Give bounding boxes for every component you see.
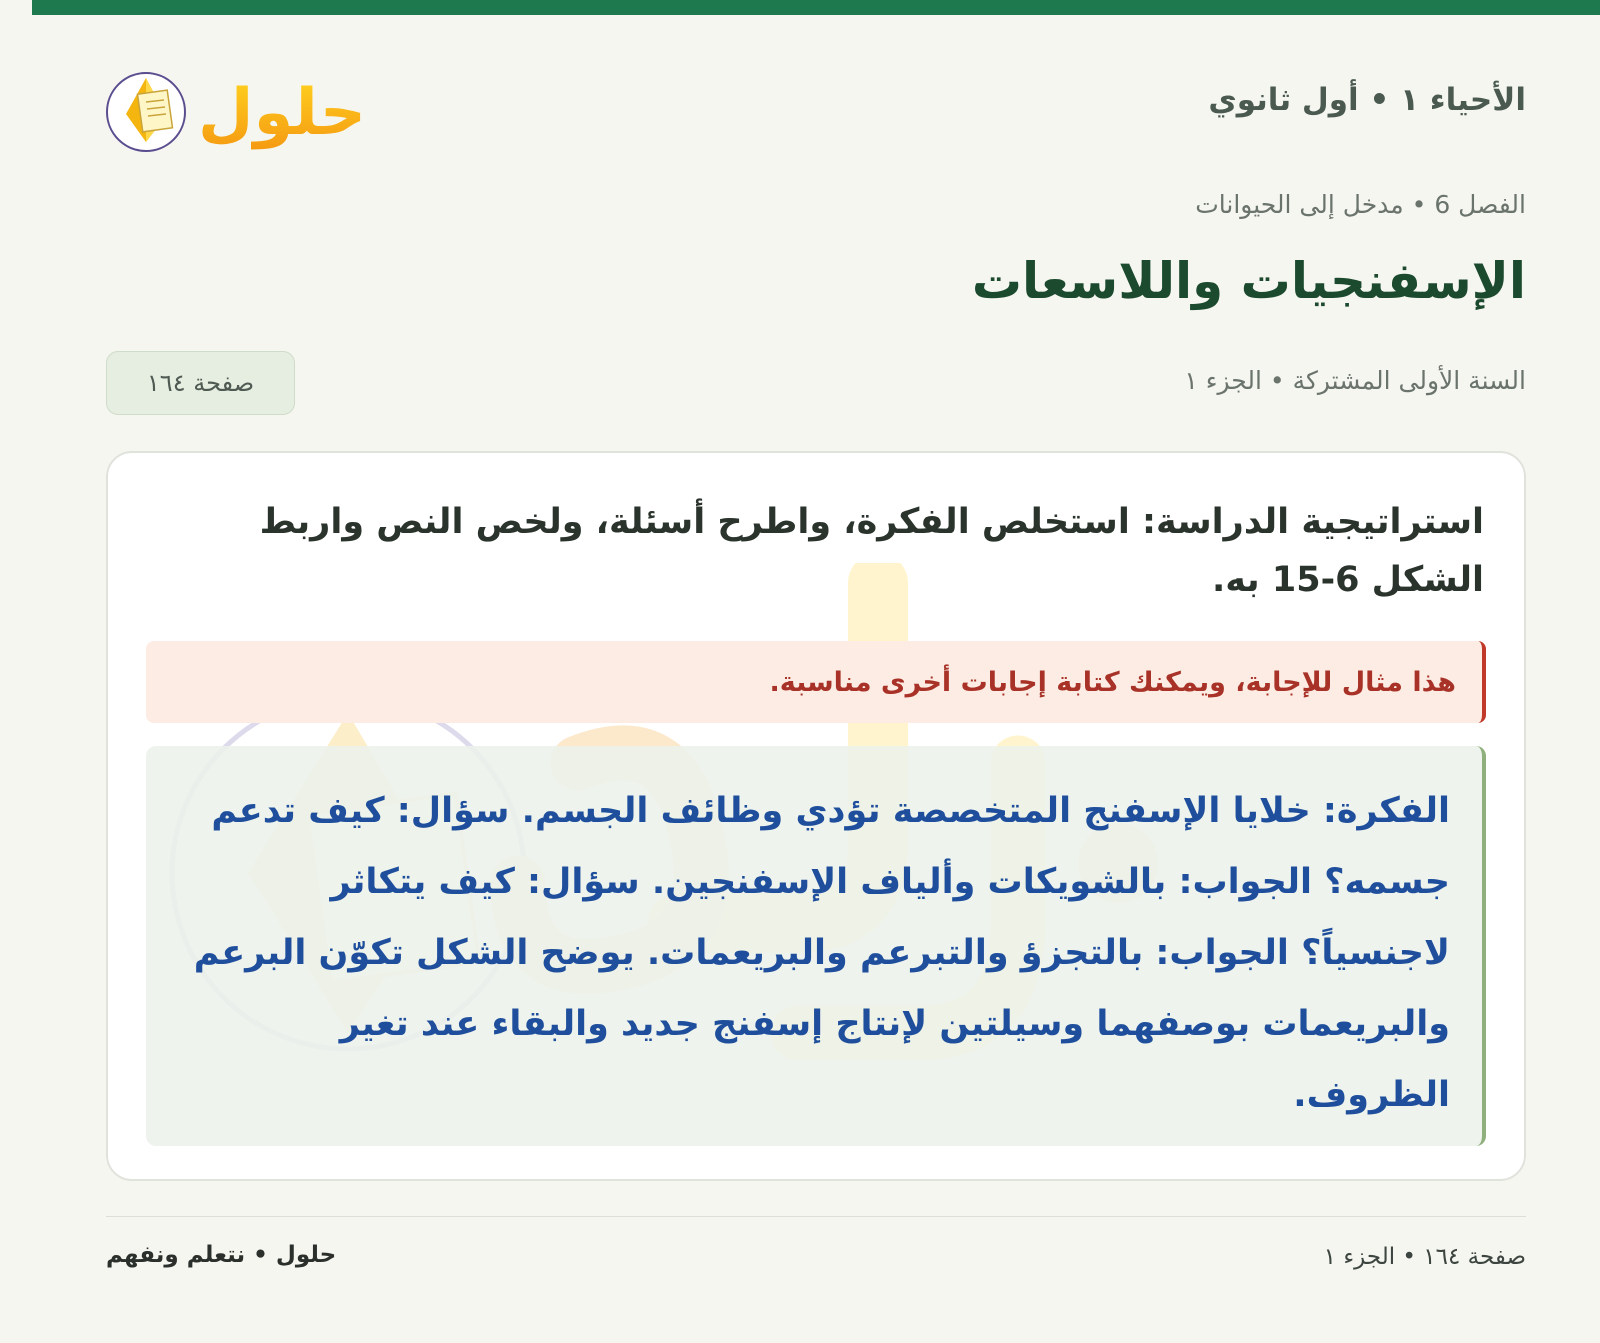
grade-part-line: السنة الأولى المشتركة • الجزء ١ xyxy=(1184,366,1526,395)
page-badge: صفحة ١٦٤ xyxy=(106,351,295,415)
sample-answer-note xyxy=(146,641,1486,723)
footer-page-info: صفحة ١٦٤ • الجزء ١ xyxy=(1323,1244,1526,1270)
footer-brand: حلول • نتعلم ونفهم xyxy=(106,1242,337,1268)
answer-box: الفكرة: خلايا الإسفنج المتخصصة تؤدي وظائف الجسم. سؤال: كيف تدعم جسمه؟ الجواب: بالشويكات وألياف الإسفنجين. سؤال: كيف يتكاثر لاجنسياً؟ الجواب: بالتجزؤ والتبرعم والبريعمات. يوضح الشكل تكوّن البرعم والبريعمات بوصفهما وسيلتين لإنتاج إسفنج جديد والبقاء عند تغير الظروف. xyxy=(146,746,1486,1146)
lesson-title: الإسفنجيات واللاسعات xyxy=(971,252,1526,310)
hulul-logo[interactable] xyxy=(106,52,366,156)
footer-divider xyxy=(106,1216,1526,1217)
header xyxy=(106,52,1526,156)
study-strategy-question: استراتيجية الدراسة: استخلص الفكرة، واطرح أسئلة، ولخص النص واربط الشكل 6-15 به. xyxy=(259,502,1484,600)
chapter-line: الفصل 6 • مدخل إلى الحيوانات xyxy=(1195,190,1526,219)
logo-wordmark: حلول xyxy=(198,76,366,150)
note-text: هذا مثال للإجابة، ويمكنك كتابة إجابات أخرى مناسبة. xyxy=(769,666,1456,698)
question-card xyxy=(106,451,1526,1181)
subject-title: الأحياء ١ • أول ثانوي xyxy=(1208,82,1526,118)
top-accent-bar xyxy=(32,0,1600,15)
